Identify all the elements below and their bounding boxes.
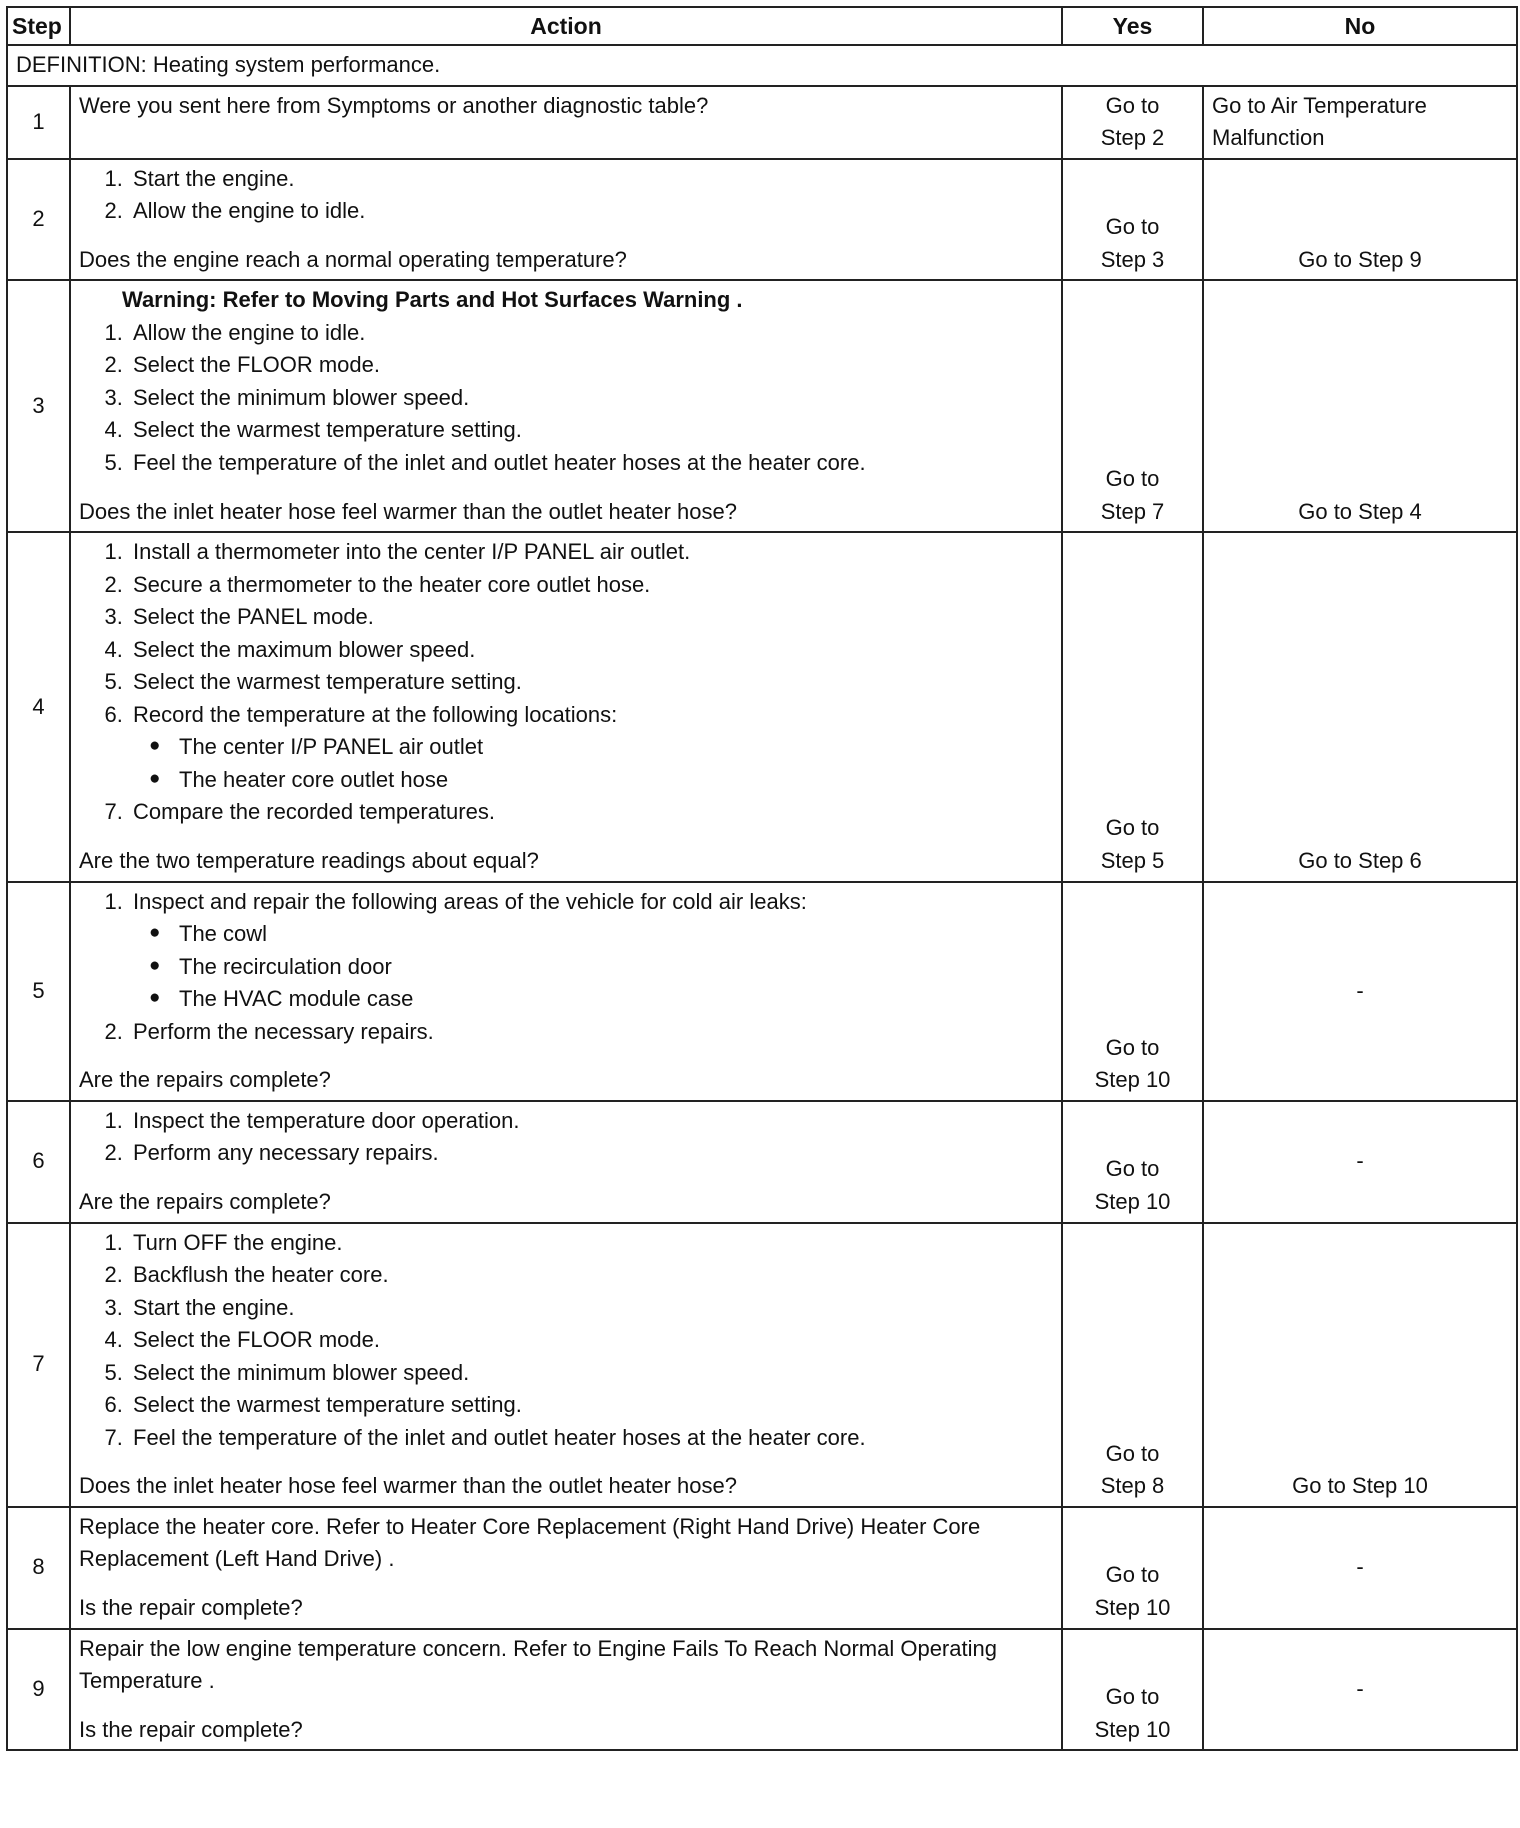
table-row xyxy=(7,1223,1517,1507)
yes-line: Go to xyxy=(1105,214,1160,240)
no-cell: Go to Step 6 xyxy=(1203,532,1517,881)
step-number: 5 xyxy=(7,882,70,1101)
action-step-item: 1. Allow the engine to idle. xyxy=(129,317,1053,350)
yes-cell xyxy=(1062,1101,1203,1223)
yes-line: Step 2 xyxy=(1100,125,1165,151)
action-cell xyxy=(70,532,1062,881)
yes-line: Go to xyxy=(1105,1440,1160,1466)
action-text: Repair the low engine temperature concern. Refer to Engine Fails To Reach Normal Operating Temperature . xyxy=(79,1635,997,1694)
action-question: Does the inlet heater hose feel warmer than the outlet heater hose? xyxy=(79,1473,737,1499)
header-no: No xyxy=(1203,7,1517,45)
action-step-item: 4. Select the warmest temperature setting. xyxy=(129,414,1053,447)
action-step-item: 3. Select the PANEL mode. xyxy=(129,601,1053,634)
action-cell xyxy=(70,1507,1062,1629)
yes-line: Step 10 xyxy=(1094,1188,1171,1214)
no-line: Malfunction xyxy=(1212,125,1325,151)
sub-list-item: ● The recirculation door xyxy=(179,951,1053,984)
no-cell: Go to Step 10 xyxy=(1203,1223,1517,1507)
table-row xyxy=(7,1629,1517,1751)
action-text: Replace the heater core. Refer to Heater Core Replacement (Right Hand Drive) Heater Core Replacement (Left Hand Drive) . xyxy=(79,1513,981,1572)
action-question: Is the repair complete? xyxy=(79,1716,303,1742)
no-cell: - xyxy=(1203,1629,1517,1751)
action-steps xyxy=(79,317,1053,480)
action-question: Is the repair complete? xyxy=(79,1594,303,1620)
step-number: 2 xyxy=(7,159,70,281)
table-row xyxy=(7,280,1517,532)
yes-cell xyxy=(1062,532,1203,881)
action-step-item xyxy=(129,699,1053,797)
warning-text: Warning: Refer to Moving Parts and Hot Surfaces Warning . xyxy=(122,287,743,313)
yes-cell xyxy=(1062,882,1203,1101)
action-step-text: Inspect and repair the following areas of the vehicle for cold air leaks: xyxy=(133,888,807,914)
yes-line: Go to xyxy=(1105,815,1160,841)
action-cell xyxy=(70,86,1062,159)
yes-line: Step 7 xyxy=(1100,498,1165,524)
action-question: Does the inlet heater hose feel warmer than the outlet heater hose? xyxy=(79,498,737,524)
header-yes: Yes xyxy=(1062,7,1203,45)
action-step-item: 2. Allow the engine to idle. xyxy=(129,195,1053,228)
yes-line: Go to xyxy=(1105,1156,1160,1182)
action-steps xyxy=(79,1105,1053,1170)
action-step-item: 2. Backflush the heater core. xyxy=(129,1259,1053,1292)
yes-cell xyxy=(1062,280,1203,532)
step-number: 3 xyxy=(7,280,70,532)
action-step-item: 7. Feel the temperature of the inlet and outlet heater hoses at the heater core. xyxy=(129,1422,1053,1455)
yes-line: Step 5 xyxy=(1100,848,1165,874)
no-cell: Go to Step 4 xyxy=(1203,280,1517,532)
action-text: Were you sent here from Symptoms or another diagnostic table? xyxy=(79,92,709,118)
yes-line: Go to xyxy=(1105,1562,1160,1588)
sub-list-item: ● The HVAC module case xyxy=(179,983,1053,1016)
yes-line: Go to xyxy=(1105,92,1160,118)
header-action: Action xyxy=(70,7,1062,45)
sub-list xyxy=(133,918,1053,1016)
yes-line: Step 10 xyxy=(1094,1067,1171,1093)
yes-cell xyxy=(1062,86,1203,159)
table-row xyxy=(7,882,1517,1101)
action-steps xyxy=(79,163,1053,228)
table-row xyxy=(7,532,1517,881)
table-row xyxy=(7,159,1517,281)
header-step: Step xyxy=(7,7,70,45)
action-step-item: 2. Select the FLOOR mode. xyxy=(129,349,1053,382)
action-step-item: 2. Perform any necessary repairs. xyxy=(129,1137,1053,1170)
action-step-item: 7. Compare the recorded temperatures. xyxy=(129,796,1053,829)
action-step-item: 5. Select the minimum blower speed. xyxy=(129,1357,1053,1390)
no-cell: - xyxy=(1203,1101,1517,1223)
action-question: Are the repairs complete? xyxy=(79,1067,331,1093)
action-step-item xyxy=(129,886,1053,1016)
action-step-item: 3. Start the engine. xyxy=(129,1292,1053,1325)
yes-line: Step 3 xyxy=(1100,246,1165,272)
sub-list-item: ● The center I/P PANEL air outlet xyxy=(179,731,1053,764)
step-number: 1 xyxy=(7,86,70,159)
table-row xyxy=(7,86,1517,159)
action-step-item: 2. Secure a thermometer to the heater core outlet hose. xyxy=(129,569,1053,602)
action-question: Are the two temperature readings about equal? xyxy=(79,848,539,874)
yes-line: Step 8 xyxy=(1100,1473,1165,1499)
action-step-item: 4. Select the maximum blower speed. xyxy=(129,634,1053,667)
step-number: 7 xyxy=(7,1223,70,1507)
action-cell xyxy=(70,882,1062,1101)
action-step-item: 1. Start the engine. xyxy=(129,163,1053,196)
action-step-item: 4. Select the FLOOR mode. xyxy=(129,1324,1053,1357)
action-steps xyxy=(79,1227,1053,1455)
action-step-item: 3. Select the minimum blower speed. xyxy=(129,382,1053,415)
sub-list xyxy=(133,731,1053,796)
action-step-item: 5. Feel the temperature of the inlet and outlet heater hoses at the heater core. xyxy=(129,447,1053,480)
action-step-item: 2. Perform the necessary repairs. xyxy=(129,1016,1053,1049)
yes-line: Go to xyxy=(1105,1034,1160,1060)
action-step-item: 5. Select the warmest temperature setting. xyxy=(129,666,1053,699)
table-row xyxy=(7,1101,1517,1223)
sub-list-item: ● The heater core outlet hose xyxy=(179,764,1053,797)
no-cell: - xyxy=(1203,1507,1517,1629)
step-number: 6 xyxy=(7,1101,70,1223)
yes-line: Go to xyxy=(1105,1684,1160,1710)
action-step-item: 1. Inspect the temperature door operation. xyxy=(129,1105,1053,1138)
yes-line: Step 10 xyxy=(1094,1716,1171,1742)
step-number: 4 xyxy=(7,532,70,881)
no-cell: Go to Step 9 xyxy=(1203,159,1517,281)
no-line: Go to Air Temperature xyxy=(1212,92,1427,118)
yes-cell xyxy=(1062,1223,1203,1507)
action-question: Does the engine reach a normal operating temperature? xyxy=(79,246,627,272)
diagnostic-table xyxy=(6,6,1518,1751)
action-cell xyxy=(70,159,1062,281)
step-number: 9 xyxy=(7,1629,70,1751)
action-cell xyxy=(70,280,1062,532)
yes-cell xyxy=(1062,159,1203,281)
sub-list-item: ● The cowl xyxy=(179,918,1053,951)
action-cell xyxy=(70,1629,1062,1751)
step-number: 8 xyxy=(7,1507,70,1629)
yes-cell xyxy=(1062,1629,1203,1751)
yes-line: Go to xyxy=(1105,466,1160,492)
action-steps xyxy=(79,886,1053,1049)
action-step-item: 6. Select the warmest temperature setting. xyxy=(129,1389,1053,1422)
no-cell: - xyxy=(1203,882,1517,1101)
action-steps xyxy=(79,536,1053,829)
table-row xyxy=(7,1507,1517,1629)
no-cell xyxy=(1203,86,1517,159)
action-step-text: Record the temperature at the following locations: xyxy=(133,701,618,727)
action-question: Are the repairs complete? xyxy=(79,1188,331,1214)
action-cell xyxy=(70,1101,1062,1223)
action-step-item: 1. Turn OFF the engine. xyxy=(129,1227,1053,1260)
yes-cell xyxy=(1062,1507,1203,1629)
header-row xyxy=(7,7,1517,45)
action-cell xyxy=(70,1223,1062,1507)
action-step-item: 1. Install a thermometer into the center I/P PANEL air outlet. xyxy=(129,536,1053,569)
definition-row xyxy=(7,45,1517,86)
yes-line: Step 10 xyxy=(1094,1594,1171,1620)
definition-text: DEFINITION: Heating system performance. xyxy=(7,45,1517,86)
